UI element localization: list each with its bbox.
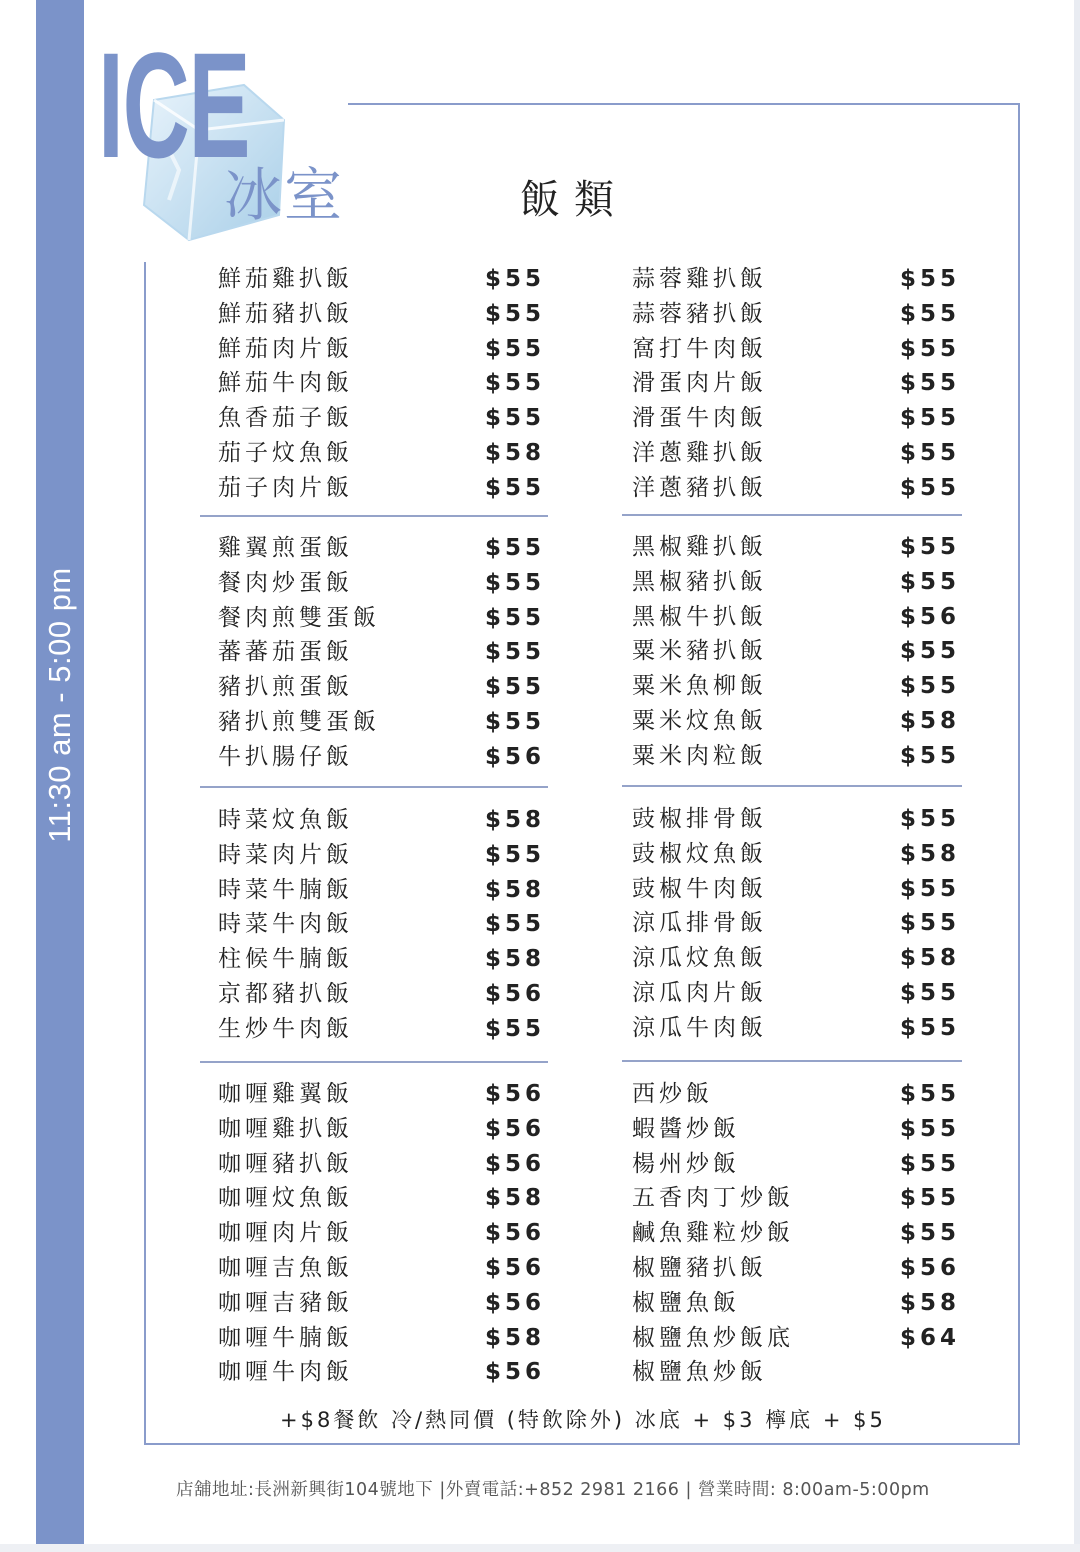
menu-item (218, 601, 548, 636)
menu-item (218, 471, 548, 506)
menu-item-price: $55 (900, 638, 961, 665)
menu-item-name: 粟米炆魚飯 (632, 707, 767, 734)
menu-item (632, 1321, 962, 1356)
menu-item-price: $55 (900, 1150, 961, 1177)
menu-item-name: 餐肉煎雙蛋飯 (218, 604, 380, 631)
menu-item-name: 粟米肉粒飯 (632, 742, 767, 769)
menu-item-name: 生炒牛肉飯 (218, 1015, 353, 1042)
menu-item (218, 332, 548, 367)
frame-border-top (348, 103, 1020, 105)
menu-item-price: $56 (485, 980, 546, 1007)
menu-item (632, 1355, 962, 1390)
menu-item-name: 滑蛋肉片飯 (632, 370, 767, 397)
menu-item-price: $55 (900, 335, 961, 362)
menu-item-price: $55 (485, 535, 546, 561)
menu-item-name: 黑椒牛扒飯 (632, 603, 767, 630)
menu-item (632, 1011, 962, 1046)
menu-item (632, 669, 962, 704)
menu-item-price: $55 (900, 910, 961, 937)
menu-item-name: 滑蛋牛肉飯 (632, 405, 767, 432)
menu-item (218, 1251, 548, 1286)
menu-item (632, 332, 962, 367)
menu-item (218, 1355, 548, 1390)
menu-item-name: 茄子炆魚飯 (218, 439, 353, 466)
menu-item-price: $55 (900, 534, 961, 560)
group-divider (622, 785, 962, 787)
menu-item-price: $55 (900, 439, 961, 466)
menu-item (218, 1321, 548, 1356)
menu-item (632, 872, 962, 907)
menu-item-name: 西炒飯 (632, 1081, 713, 1107)
menu-item-name: 咖喱雞翼飯 (218, 1081, 353, 1107)
menu-item (218, 1077, 548, 1112)
menu-item (218, 531, 548, 566)
brand-logo (98, 21, 368, 240)
menu-item-price: $55 (900, 1185, 961, 1212)
menu-item-name: 豉椒炆魚飯 (632, 840, 767, 867)
menu-item-price: $56 (485, 743, 546, 770)
menu-item-price: $55 (900, 806, 961, 832)
menu-item-name: 鮮茄肉片飯 (218, 335, 353, 362)
menu-item-name: 時菜肉片飯 (218, 841, 353, 868)
menu-item-price: $55 (485, 335, 546, 362)
menu-item-price: $58 (485, 1324, 546, 1351)
menu-item-name: 咖喱炆魚飯 (218, 1185, 353, 1212)
menu-item (632, 565, 962, 600)
menu-item (218, 705, 548, 740)
menu-item-price: $56 (485, 1254, 546, 1281)
menu-item-name: 鮮茄牛肉飯 (218, 370, 353, 397)
menu-item-name: 牛扒腸仔飯 (218, 743, 353, 770)
menu-item (632, 704, 962, 739)
menu-group (218, 803, 548, 1047)
menu-item-name: 咖喱肉片飯 (218, 1220, 353, 1247)
menu-item-name: 咖喱雞扒飯 (218, 1115, 353, 1142)
menu-item (218, 635, 548, 670)
menu-item-name: 咖喱吉豬飯 (218, 1289, 353, 1316)
menu-item-name: 鹹魚雞粒炒飯 (632, 1220, 794, 1247)
menu-item (632, 471, 962, 506)
menu-item (218, 873, 548, 908)
side-banner (36, 0, 84, 1552)
menu-item (632, 976, 962, 1011)
menu-item-price: $55 (485, 639, 546, 666)
menu-item-price: $58 (485, 1185, 546, 1212)
menu-item (632, 262, 962, 297)
logo-wordmark: ICE (98, 21, 250, 189)
menu-item-price: $56 (485, 1359, 546, 1386)
menu-group (632, 1077, 962, 1390)
menu-item-price: $55 (485, 569, 546, 596)
menu-item-name: 鮮茄雞扒飯 (218, 266, 353, 292)
menu-item-price: $55 (485, 300, 546, 327)
menu-item-name: 椒鹽豬扒飯 (632, 1254, 767, 1281)
group-divider (622, 514, 962, 516)
menu-item-name: 時菜炆魚飯 (218, 807, 353, 833)
menu-group (218, 262, 548, 506)
menu-item (218, 942, 548, 977)
menu-item-name: 蝦醬炒飯 (632, 1115, 740, 1142)
menu-item-price: $56 (900, 1254, 961, 1281)
menu-item-price: $55 (485, 474, 546, 501)
menu-item (218, 803, 548, 838)
menu-item-price: $55 (900, 742, 961, 769)
menu-item (218, 366, 548, 401)
menu-item (632, 1112, 962, 1147)
menu-item-name: 涼瓜牛肉飯 (632, 1014, 767, 1041)
menu-item (218, 1112, 548, 1147)
menu-item-name: 鮮茄豬扒飯 (218, 300, 353, 327)
menu-item-price: $58 (900, 1289, 961, 1316)
menu-item (218, 1012, 548, 1047)
menu-item-name: 時菜牛肉飯 (218, 911, 353, 938)
menu-item-price: $55 (900, 673, 961, 700)
menu-item-price: $55 (485, 266, 546, 292)
group-divider (200, 786, 548, 788)
menu-item-name: 椒鹽魚飯 (632, 1289, 740, 1316)
menu-item-name: 涼瓜炆魚飯 (632, 945, 767, 972)
menu-item (632, 1077, 962, 1112)
group-divider (200, 1061, 548, 1063)
group-divider (622, 1060, 962, 1062)
menu-item (218, 907, 548, 942)
menu-item-name: 蕃蕃茄蛋飯 (218, 639, 353, 666)
menu-item-name: 茄子肉片飯 (218, 474, 353, 501)
menu-item (218, 977, 548, 1012)
menu-item (218, 1147, 548, 1182)
menu-item-name: 咖喱牛腩飯 (218, 1324, 353, 1351)
menu-item-price: $58 (485, 876, 546, 903)
menu-item (218, 297, 548, 332)
menu-item-price: $55 (900, 405, 961, 432)
menu-item-name: 粟米魚柳飯 (632, 673, 767, 700)
menu-item-name: 柱候牛腩飯 (218, 946, 353, 973)
menu-item (218, 740, 548, 775)
menu-item-price: $55 (485, 405, 546, 432)
menu-item-price: $55 (900, 300, 961, 327)
menu-item-name: 楊州炒飯 (632, 1150, 740, 1177)
menu-item (218, 566, 548, 601)
menu-item-price: $56 (900, 603, 961, 630)
menu-item-price: $55 (485, 370, 546, 397)
menu-group (632, 530, 962, 774)
footer-contact-info: 店舖地址:長洲新興街104號地下 |外賣電話:+852 2981 2166 | 營業時間: 8:00am-5:00pm (176, 1480, 930, 1500)
menu-item-price: $55 (485, 674, 546, 701)
menu-item (632, 837, 962, 872)
menu-item-name: 涼瓜排骨飯 (632, 910, 767, 937)
menu-item-name: 窩打牛肉飯 (632, 335, 767, 362)
menu-item-price: $55 (485, 604, 546, 631)
menu-item (632, 802, 962, 837)
menu-item-price: $55 (900, 1014, 961, 1041)
menu-item-price: $55 (900, 875, 961, 902)
menu-item-price: $58 (485, 946, 546, 973)
menu-item-price: $64 (900, 1324, 961, 1351)
menu-item (218, 436, 548, 471)
menu-group (218, 1077, 548, 1390)
menu-item (632, 401, 962, 436)
menu-group (218, 531, 548, 775)
drink-add-on-note: +$8餐飲 冷/熱同價 (特飲除外) 冰底 + $3 檸底 + $5 (280, 1408, 886, 1432)
menu-item (218, 670, 548, 705)
menu-item (632, 297, 962, 332)
menu-item-price: $55 (485, 911, 546, 938)
menu-item-price: $56 (485, 1081, 546, 1107)
menu-item (632, 634, 962, 669)
menu-item-name: 豬扒煎雙蛋飯 (218, 708, 380, 735)
menu-item-name: 京都豬扒飯 (218, 980, 353, 1007)
menu-item-name: 豬扒煎蛋飯 (218, 674, 353, 701)
menu-item-name: 餐肉炒蛋飯 (218, 569, 353, 596)
page-edge (1074, 0, 1080, 1552)
menu-item-name: 雞翼煎蛋飯 (218, 535, 353, 561)
menu-item (632, 1216, 962, 1251)
menu-item (632, 366, 962, 401)
menu-item-name: 時菜牛腩飯 (218, 876, 353, 903)
menu-item-price: $58 (900, 840, 961, 867)
menu-item-name: 咖喱吉魚飯 (218, 1254, 353, 1281)
menu-item-name: 黑椒豬扒飯 (632, 568, 767, 595)
menu-item-name: 咖喱豬扒飯 (218, 1150, 353, 1177)
menu-item-name: 咖喱牛肉飯 (218, 1359, 353, 1386)
menu-item (632, 1286, 962, 1321)
menu-item-price: $55 (900, 1081, 961, 1107)
menu-item-price: $55 (900, 370, 961, 397)
menu-group (632, 262, 962, 506)
menu-item (218, 1181, 548, 1216)
menu-item-price: $55 (900, 979, 961, 1006)
menu-item (632, 1181, 962, 1216)
menu-item-name: 椒鹽魚炒飯底 (632, 1324, 794, 1351)
frame-border-left (144, 262, 146, 1445)
opening-hours: 11:30 am - 5:00 pm (42, 567, 77, 843)
menu-item-name: 洋蔥豬扒飯 (632, 474, 767, 501)
menu-item (632, 530, 962, 565)
menu-item-name: 蒜蓉豬扒飯 (632, 300, 767, 327)
menu-item-price: $55 (900, 568, 961, 595)
menu-item-price: $56 (485, 1220, 546, 1247)
menu-item-name: 豉椒牛肉飯 (632, 875, 767, 902)
menu-item-name: 椒鹽魚炒飯 (632, 1359, 767, 1386)
menu-item (218, 1286, 548, 1321)
menu-item (218, 838, 548, 873)
menu-item-name: 洋蔥雞扒飯 (632, 439, 767, 466)
frame-border-right (1018, 103, 1020, 1445)
group-divider (200, 515, 548, 517)
menu-item (632, 1147, 962, 1182)
menu-item-price: $55 (900, 474, 961, 501)
menu-item-name: 魚香茄子飯 (218, 405, 353, 432)
menu-item-price: $56 (485, 1289, 546, 1316)
menu-item-price: $55 (485, 708, 546, 735)
menu-item-price: $58 (485, 439, 546, 466)
menu-item-name: 豉椒排骨飯 (632, 806, 767, 832)
menu-item-price: $55 (485, 1015, 546, 1042)
menu-item-name: 黑椒雞扒飯 (632, 534, 767, 560)
menu-item-price: $58 (900, 707, 961, 734)
menu-item (632, 1251, 962, 1286)
menu-group (632, 802, 962, 1046)
menu-item-price: $55 (900, 1115, 961, 1142)
menu-item-price: $56 (485, 1150, 546, 1177)
menu-item-name: 蒜蓉雞扒飯 (632, 266, 767, 292)
menu-item-name: 涼瓜肉片飯 (632, 979, 767, 1006)
menu-item-price: $58 (900, 945, 961, 972)
menu-item (632, 600, 962, 635)
brand-name: 冰室 (224, 161, 345, 229)
menu-item-name: 五香肉丁炒飯 (632, 1185, 794, 1212)
menu-item-price: $58 (485, 807, 546, 833)
menu-item (632, 941, 962, 976)
menu-item (218, 1216, 548, 1251)
menu-item-price: $56 (485, 1115, 546, 1142)
menu-item-name: 粟米豬扒飯 (632, 638, 767, 665)
menu-item (218, 401, 548, 436)
frame-border-bottom (144, 1443, 1020, 1445)
menu-item-price: $55 (900, 266, 961, 292)
menu-item (632, 739, 962, 774)
menu-item-price: $55 (485, 841, 546, 868)
menu-item (218, 262, 548, 297)
menu-item-price: $55 (900, 1220, 961, 1247)
menu-item (632, 906, 962, 941)
section-title: 飯類 (520, 177, 628, 223)
menu-item (632, 436, 962, 471)
page-edge-bottom (0, 1544, 1080, 1552)
